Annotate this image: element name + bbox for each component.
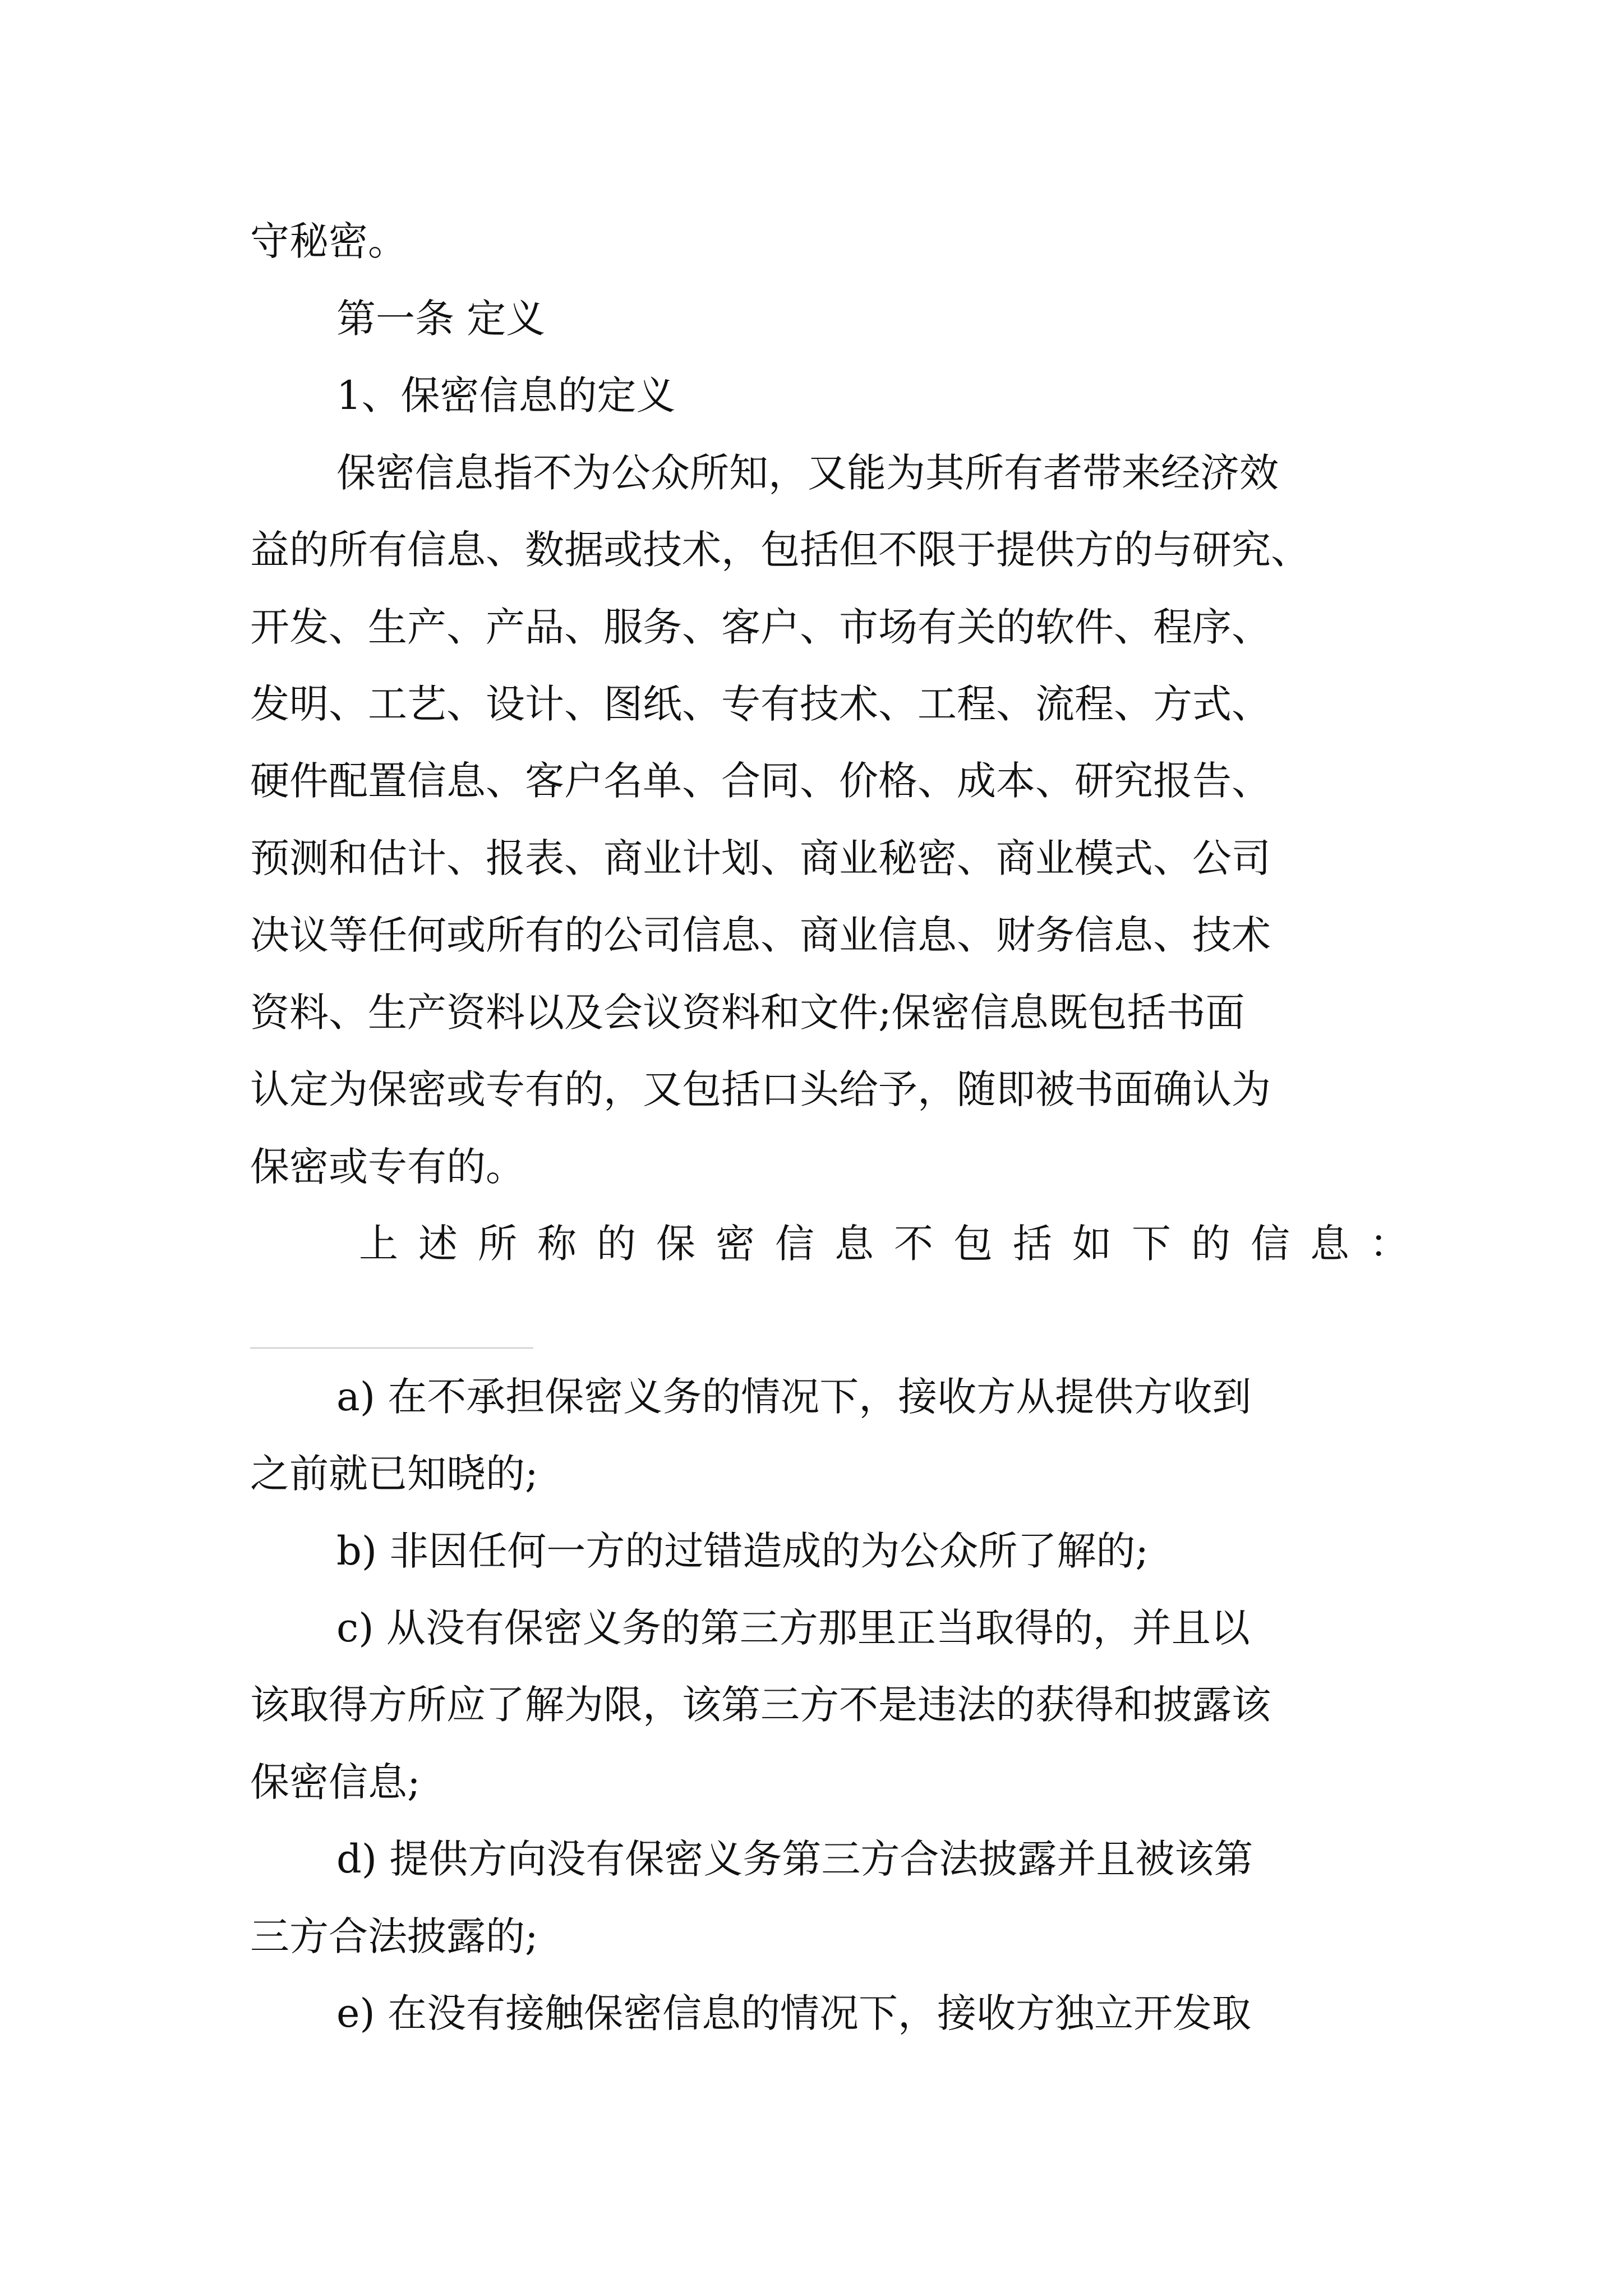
list-item: c) 从没有保密义务的第三方那里正当取得的，并且以 — [336, 1605, 1250, 1651]
paragraph-line: 发明、工艺、设计、图纸、专有技术、工程、流程、方式、 — [250, 681, 1271, 727]
paragraph-line: 资料、生产资料以及会议资料和文件;保密信息既包括书面 — [250, 990, 1245, 1036]
list-item-continuation: 保密信息; — [250, 1759, 421, 1805]
paragraph-line: 开发、生产、产品、服务、客户、市场有关的软件、程序、 — [250, 604, 1271, 650]
paragraph-line: 预测和估计、报表、商业计划、商业秘密、商业模式、公司 — [250, 835, 1271, 881]
article-heading: 第一条 定义 — [336, 296, 546, 342]
paragraph-line: 保密信息指不为公众所知，又能为其所有者带来经济效 — [336, 450, 1279, 496]
list-item: b) 非因任何一方的过错造成的为公众所了解的; — [336, 1528, 1149, 1574]
list-item: a) 在不承担保密义务的情况下，接收方从提供方收到 — [336, 1374, 1252, 1420]
paragraph-line: 益的所有信息、数据或技术，包括但不限于提供方的与研究、 — [250, 527, 1310, 573]
list-item-continuation: 该取得方所应了解为限，该第三方不是违法的获得和披露该 — [250, 1682, 1271, 1728]
text-line: 守秘密。 — [250, 218, 407, 264]
list-item: e) 在没有接触保密信息的情况下，接收方独立开发取 — [336, 1990, 1251, 2036]
list-item-continuation: 三方合法披露的; — [250, 1913, 538, 1959]
paragraph-line: 决议等任何或所有的公司信息、商业信息、财务信息、技术 — [250, 912, 1271, 958]
list-item: d) 提供方向没有保密义务第三方合法披露并且被该第 — [336, 1836, 1253, 1882]
section-heading: 1、保密信息的定义 — [336, 372, 676, 418]
paragraph-line: 保密或专有的。 — [250, 1144, 525, 1190]
list-item-continuation: 之前就已知晓的; — [250, 1451, 538, 1497]
paragraph-line: 认定为保密或专有的，又包括口头给予，随即被书面确认为 — [250, 1066, 1271, 1112]
separator-rule — [250, 1347, 533, 1349]
paragraph-line: 硬件配置信息、客户名单、合同、价格、成本、研究报告、 — [250, 758, 1271, 804]
exclusion-intro: 上述所称的保密信息不包括如下的信息： — [359, 1221, 1429, 1267]
